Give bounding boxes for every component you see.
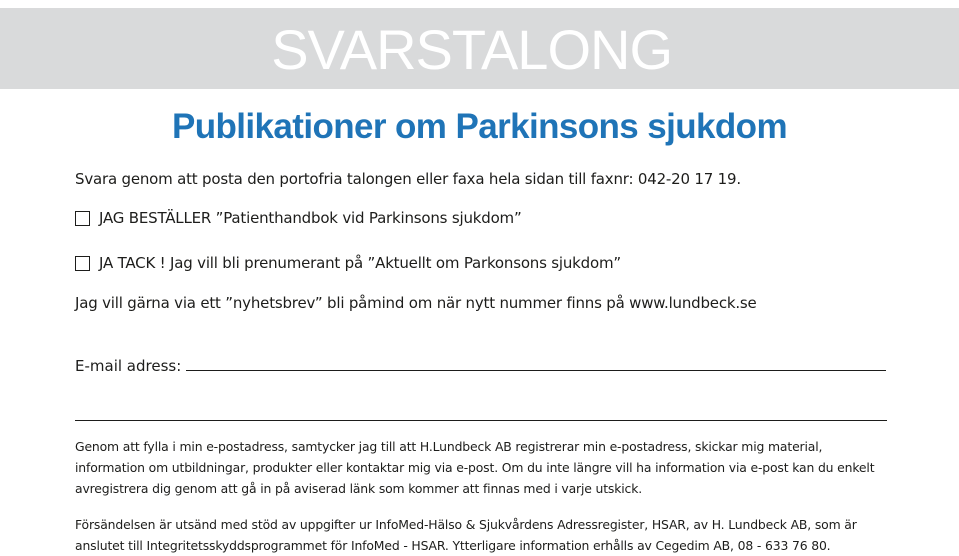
email-field[interactable]	[186, 370, 886, 371]
email-label: E-mail adress:	[75, 357, 182, 375]
order-handbook-checkbox[interactable]	[75, 211, 90, 226]
subscribe-label: JA TACK ! Jag vill bli prenumerant på ”Aktuellt om Parkonsons sjukdom”	[99, 254, 621, 272]
page-subtitle: Publikationer om Parkinsons sjukdom	[172, 107, 787, 146]
page-title: SVARSTALONG	[271, 18, 672, 81]
newsletter-text: Jag vill gärna via ett ”nyhetsbrev” bli påmind om när nytt nummer finns på www.lundbeck.se	[75, 294, 757, 312]
subscribe-checkbox[interactable]	[75, 256, 90, 271]
order-handbook-label: JAG BESTÄLLER ”Patienthandbok vid Parkinsons sjukdom”	[99, 209, 522, 227]
footer-text: Försändelsen är utsänd med stöd av uppgifter ur InfoMed-Hälso & Sjukvårdens Adressregister, HSAR, av H. Lundbeck AB, som är anslutet till Integritetsskyddsprogrammet för InfoMed - HSAR. Ytterligare information erhålls av Cegedim AB, 08 - 633 76 80.	[75, 517, 857, 553]
order-handbook-option[interactable]	[75, 209, 522, 227]
intro-text: Svara genom att posta den portofria talongen eller faxa hela sidan till faxnr: 042-20 17 19.	[75, 170, 741, 188]
blank-line[interactable]	[75, 420, 887, 421]
subscribe-option[interactable]	[75, 254, 621, 272]
header-banner	[0, 8, 959, 89]
consent-text: Genom att fylla i min e-postadress, samtycker jag till att H.Lundbeck AB registrerar min e-postadress, skickar mig material, information om utbildningar, produkter eller kontaktar mig via e-post. Om du inte längre vill ha information via e-post kan du enkelt avregistrera dig genom att gå in på aviserad länk som kommer att finnas med i varje utskick.	[75, 439, 875, 496]
